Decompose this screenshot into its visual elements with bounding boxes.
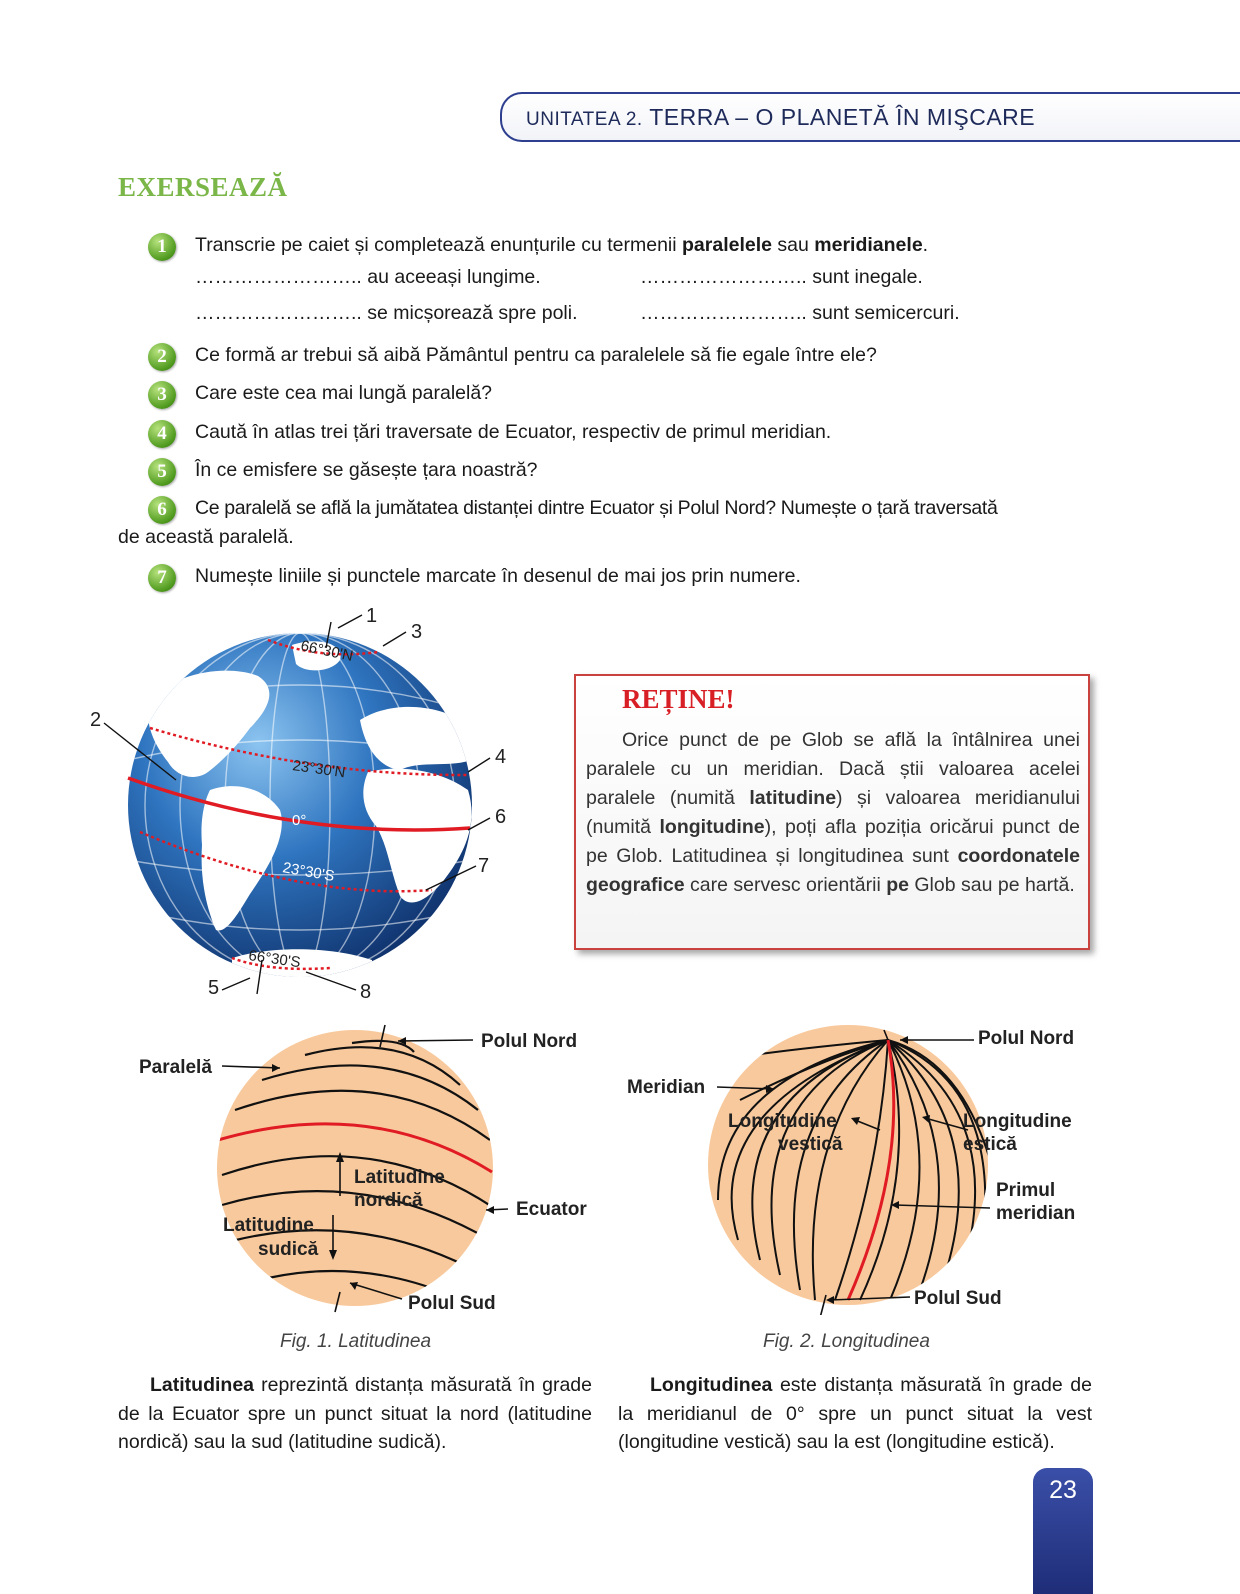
exercise-5-text: În ce emisfere se găsește țara noastră? — [195, 459, 538, 481]
page-number: 23 — [1049, 1476, 1077, 1504]
term-longitudinea: Longitudinea — [650, 1374, 773, 1396]
label-polul-sud-2: Polul Sud — [914, 1288, 1002, 1309]
label-23-30-n: 23°30'N — [291, 757, 347, 782]
longitude-definition — [618, 1371, 1092, 1457]
retine-body — [586, 726, 1080, 900]
retine-title: REȚINE! — [622, 684, 735, 714]
fig1-caption: Fig. 1. Latitudinea — [280, 1331, 432, 1352]
globe-number-2: 2 — [90, 709, 102, 731]
latitude-definition-text: reprezintă distanța măsurată în grade de la Ecuator spre un punct situat la nord (latitudine nordică) sau la sud (latitudine sudică). — [118, 1374, 592, 1453]
exercise-6-text-cont: de această paralelă. — [118, 526, 294, 548]
unit-title: TERRA – O PLANETĂ ÎN MIŞCARE — [649, 104, 1036, 130]
exercise-4-text: Caută în atlas trei țări traversate de Ecuator, respectiv de primul meridian. — [195, 421, 832, 443]
fill-blank-3: …………………….. se micșorează spre poli. — [195, 302, 578, 324]
unit-header — [526, 104, 1035, 131]
retine-text: Orice punct de pe Glob se află la întâlnirea unei paralele cu un meridian. Dacă știi valoarea acelei paralele (numită — [586, 729, 1080, 809]
retine-text: Glob sau pe hartă. — [908, 874, 1075, 896]
label-0-degrees: 0° — [292, 812, 307, 829]
exercise-1-text — [195, 234, 928, 257]
term-latitudinea: Latitudinea — [150, 1374, 255, 1396]
globe-number-5: 5 — [208, 977, 220, 999]
exercise-7-text: Numește liniile și punctele marcate în desenul de mai jos prin numere. — [195, 565, 801, 587]
label-66-30-s: 66°30'S — [247, 947, 302, 972]
exercise-3-text: Care este cea mai lungă paralelă? — [195, 382, 493, 404]
exercise-number-5: 5 — [148, 458, 176, 486]
label-primul-meridian-1: Primul — [996, 1180, 1056, 1201]
term-pe: pe — [886, 874, 909, 896]
exercise-6-text: Ce paralelă se află la jumătatea distanței dintre Ecuator și Polul Nord? Numește o țară traversată — [195, 497, 998, 519]
label-23-30-s: 23°30'S — [281, 859, 336, 886]
fig2-caption: Fig. 2. Longitudinea — [763, 1331, 930, 1352]
term-meridianele: meridianele — [814, 234, 923, 256]
label-longitudine-estica-1: Longitudine — [963, 1111, 1072, 1132]
fill-blank-2: …………………….. sunt inegale. — [640, 266, 923, 288]
label-longitudine-vestica-1: Longitudine — [728, 1111, 837, 1132]
retine-text: care servesc orientării — [684, 874, 887, 896]
term-longitudine: longitudine — [659, 816, 765, 838]
exercise-number-1: 1 — [148, 233, 176, 261]
exercise-number-6: 6 — [148, 496, 176, 524]
retine-text: ), poți afla poziția oricărui punct de pe Glob. Latitudinea și longitudinea sunt — [586, 816, 1080, 867]
label-latitudine-nordica-2: nordică — [354, 1190, 423, 1211]
globe-number-4: 4 — [495, 746, 507, 768]
unit-number: UNITATEA 2. — [526, 109, 643, 130]
label-longitudine-estica-2: estică — [963, 1134, 1017, 1155]
term-coordonatele-geografice: coordonatele geografice — [586, 845, 1080, 896]
latitude-definition — [118, 1371, 592, 1457]
exercise-number-2: 2 — [148, 343, 176, 371]
globe-number-1: 1 — [366, 605, 378, 627]
retine-text: ) și valoarea meridianului (numită — [586, 787, 1080, 838]
exercise-number-3: 3 — [148, 381, 176, 409]
exercise-1-text-part: sau — [772, 234, 815, 256]
label-ecuator: Ecuator — [516, 1199, 587, 1220]
label-longitudine-vestica-2: vestică — [778, 1134, 843, 1155]
exercise-1-text-part: . — [922, 234, 929, 256]
term-paralelele: paralelele — [682, 234, 772, 256]
exercise-2-text: Ce formă ar trebui să aibă Pământul pentru ca paralelele să fie egale între ele? — [195, 344, 877, 366]
label-polul-sud-1: Polul Sud — [408, 1293, 496, 1314]
section-title: EXERSEAZĂ — [118, 172, 288, 202]
label-polul-nord-1: Polul Nord — [481, 1031, 578, 1052]
globe-number-6: 6 — [495, 806, 507, 828]
label-66-30-n: 66°30'N — [299, 637, 355, 665]
globe-number-3: 3 — [411, 621, 423, 643]
label-paralela: Paralelă — [139, 1057, 212, 1078]
label-latitudine-nordica-1: Latitudine — [354, 1167, 445, 1188]
longitude-figure — [610, 1015, 1110, 1315]
globe-number-7: 7 — [478, 855, 490, 877]
exercise-number-7: 7 — [148, 564, 176, 592]
label-primul-meridian-2: meridian — [996, 1203, 1076, 1224]
globe-figure — [80, 605, 540, 1015]
label-latitudine-sudica-1: Latitudine — [223, 1215, 314, 1236]
fill-blank-1: …………………….. au aceeași lungime. — [195, 266, 541, 288]
longitude-definition-text: este distanța măsurată în grade de la meridianul de 0° spre un punct situat la vest (longitudine vestică) sau la est (longitudine estică). — [618, 1374, 1092, 1453]
label-meridian: Meridian — [627, 1077, 706, 1098]
term-latitudine: latitudine — [749, 787, 837, 809]
label-latitudine-sudica-2: sudică — [258, 1239, 319, 1260]
label-polul-nord-2: Polul Nord — [978, 1028, 1075, 1049]
fill-blank-4: …………………….. sunt semicercuri. — [640, 302, 960, 324]
latitude-figure — [120, 1015, 600, 1315]
exercise-number-4: 4 — [148, 420, 176, 448]
exercise-1-text-part: Transcrie pe caiet și completează enunțurile cu termenii — [195, 234, 683, 256]
globe-number-8: 8 — [360, 981, 372, 1003]
